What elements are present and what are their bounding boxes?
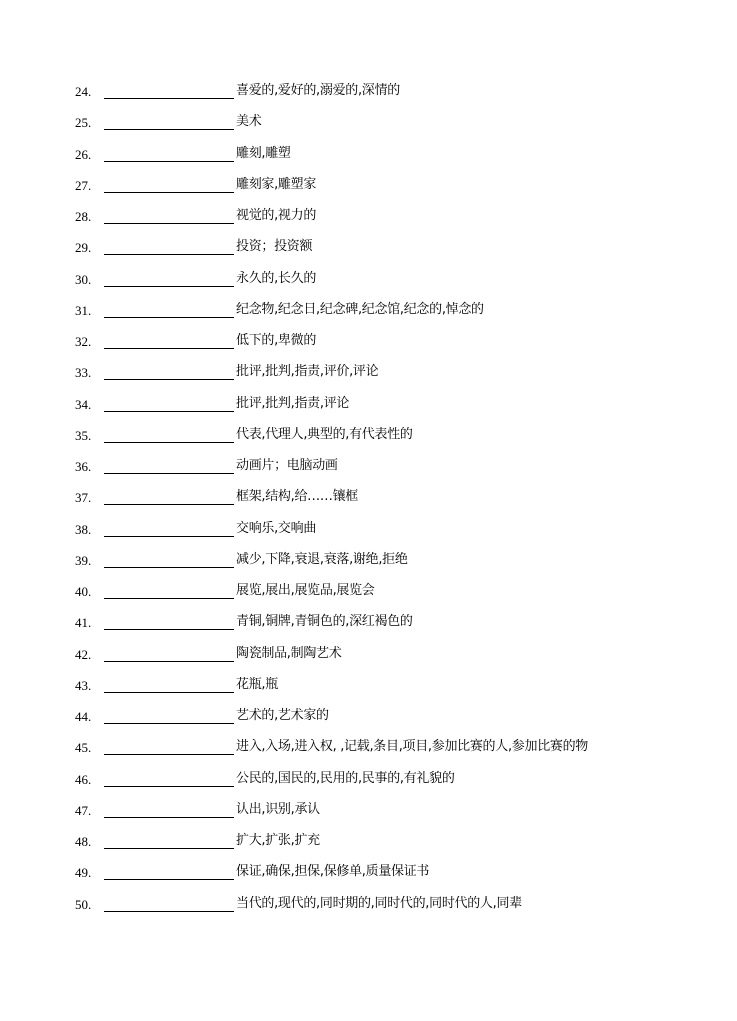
vocabulary-list [0, 81, 737, 925]
item-definition: 永久的,长久的 [236, 270, 317, 286]
item-definition: 保证,确保,担保,保修单,质量保证书 [236, 864, 430, 880]
item-number: 45. [75, 740, 92, 756]
item-definition: 动画片；电脑动画 [236, 458, 338, 473]
vocabulary-item [0, 675, 737, 706]
item-number: 40. [75, 584, 92, 599]
item-number: 34. [75, 396, 92, 412]
answer-blank[interactable] [104, 879, 234, 880]
item-number: 33. [75, 365, 92, 381]
item-definition: 当代的,现代的,同时期的,同时代的,同时代的人,同辈 [236, 895, 522, 911]
item-number: 42. [75, 646, 92, 662]
item-definition: 花瓶,瓶 [236, 676, 278, 692]
vocabulary-item [0, 112, 737, 143]
answer-blank[interactable] [104, 129, 234, 130]
item-definition: 减少,下降,衰退,衰落,谢绝,拒绝 [236, 551, 408, 567]
item-definition: 青铜,铜牌,青铜色的,深红褐色的 [236, 614, 413, 630]
answer-blank[interactable] [104, 754, 234, 755]
vocabulary-item [0, 581, 737, 612]
item-definition: 框架,结构,给……镶框 [236, 489, 358, 505]
vocabulary-item [0, 769, 737, 800]
item-number: 43. [75, 677, 92, 693]
answer-blank[interactable] [104, 692, 234, 693]
vocabulary-item [0, 81, 737, 112]
item-number: 25. [75, 115, 92, 131]
item-number: 49. [75, 865, 92, 881]
answer-blank[interactable] [104, 473, 234, 474]
item-definition: 陶瓷制品,制陶艺术 [236, 645, 342, 661]
vocabulary-item [0, 425, 737, 456]
vocabulary-item [0, 269, 737, 300]
vocabulary-item [0, 331, 737, 362]
item-number: 38. [75, 521, 92, 537]
vocabulary-item [0, 362, 737, 393]
item-number: 46. [75, 771, 92, 787]
item-number: 31. [75, 302, 92, 318]
vocabulary-item [0, 800, 737, 831]
vocabulary-item [0, 644, 737, 675]
answer-blank[interactable] [104, 786, 234, 787]
answer-blank[interactable] [104, 192, 234, 193]
answer-blank[interactable] [104, 661, 234, 662]
item-definition: 公民的,国民的,民用的,民事的,有礼貌的 [236, 770, 455, 786]
answer-blank[interactable] [104, 629, 234, 630]
answer-blank[interactable] [104, 848, 234, 849]
item-definition: 低下的,卑微的 [236, 333, 317, 348]
answer-blank[interactable] [104, 348, 234, 349]
item-definition: 认出,识别,承认 [236, 801, 320, 817]
item-definition: 批评,批判,指责,评价,评论 [236, 364, 379, 380]
item-number: 26. [75, 146, 92, 162]
item-definition: 批评,批判,指责,评论 [236, 395, 350, 411]
item-number: 30. [75, 271, 92, 287]
answer-blank[interactable] [104, 723, 234, 724]
answer-blank[interactable] [104, 567, 234, 568]
answer-blank[interactable] [104, 223, 234, 224]
answer-blank[interactable] [104, 161, 234, 162]
vocabulary-item [0, 144, 737, 175]
vocabulary-item [0, 612, 737, 643]
item-number: 27. [75, 177, 92, 193]
answer-blank[interactable] [104, 286, 234, 287]
vocabulary-item [0, 737, 737, 768]
item-definition: 纪念物,纪念日,纪念碑,纪念馆,纪念的,悼念的 [236, 301, 484, 317]
answer-blank[interactable] [104, 317, 234, 318]
item-number: 24. [75, 84, 92, 99]
vocabulary-item [0, 206, 737, 237]
item-definition: 喜爱的,爱好的,溺爱的,深情的 [236, 83, 400, 98]
vocabulary-item [0, 862, 737, 893]
item-definition: 雕刻,雕塑 [236, 145, 291, 161]
vocabulary-item [0, 831, 737, 862]
vocabulary-item [0, 456, 737, 487]
vocabulary-item [0, 175, 737, 206]
vocabulary-item [0, 237, 737, 268]
item-definition: 投资；投资额 [236, 239, 313, 255]
item-number: 35. [75, 427, 92, 443]
item-number: 39. [75, 552, 92, 568]
vocabulary-item [0, 894, 737, 925]
answer-blank[interactable] [104, 817, 234, 818]
item-number: 37. [75, 490, 92, 506]
vocabulary-item [0, 550, 737, 581]
item-definition: 艺术的,艺术家的 [236, 708, 329, 723]
item-number: 47. [75, 802, 92, 818]
answer-blank[interactable] [104, 254, 234, 255]
item-number: 32. [75, 334, 92, 349]
item-number: 44. [75, 709, 92, 724]
item-number: 41. [75, 615, 92, 631]
item-definition: 代表,代理人,典型的,有代表性的 [236, 426, 413, 442]
item-number: 36. [75, 459, 92, 474]
item-definition: 交响乐,交响曲 [236, 520, 317, 536]
item-definition: 雕刻家,雕塑家 [236, 176, 317, 192]
answer-blank[interactable] [104, 504, 234, 505]
item-definition: 美术 [236, 114, 262, 130]
vocabulary-item [0, 394, 737, 425]
item-number: 50. [75, 896, 92, 912]
answer-blank[interactable] [104, 911, 234, 912]
answer-blank[interactable] [104, 379, 234, 380]
answer-blank[interactable] [104, 411, 234, 412]
answer-blank[interactable] [104, 598, 234, 599]
item-number: 29. [75, 240, 92, 256]
vocabulary-item [0, 300, 737, 331]
item-definition: 扩大,扩张,扩充 [236, 833, 320, 848]
vocabulary-item [0, 706, 737, 737]
answer-blank[interactable] [104, 98, 234, 99]
item-number: 28. [75, 209, 92, 224]
item-definition: 视觉的,视力的 [236, 208, 317, 223]
item-definition: 展览,展出,展览品,展览会 [236, 583, 375, 598]
vocabulary-item [0, 519, 737, 550]
answer-blank[interactable] [104, 536, 234, 537]
answer-blank[interactable] [104, 442, 234, 443]
vocabulary-item [0, 487, 737, 518]
item-number: 48. [75, 834, 92, 849]
item-definition: 进入,入场,进入权, ,记载,条目,项目,参加比赛的人,参加比赛的物 [236, 739, 588, 755]
